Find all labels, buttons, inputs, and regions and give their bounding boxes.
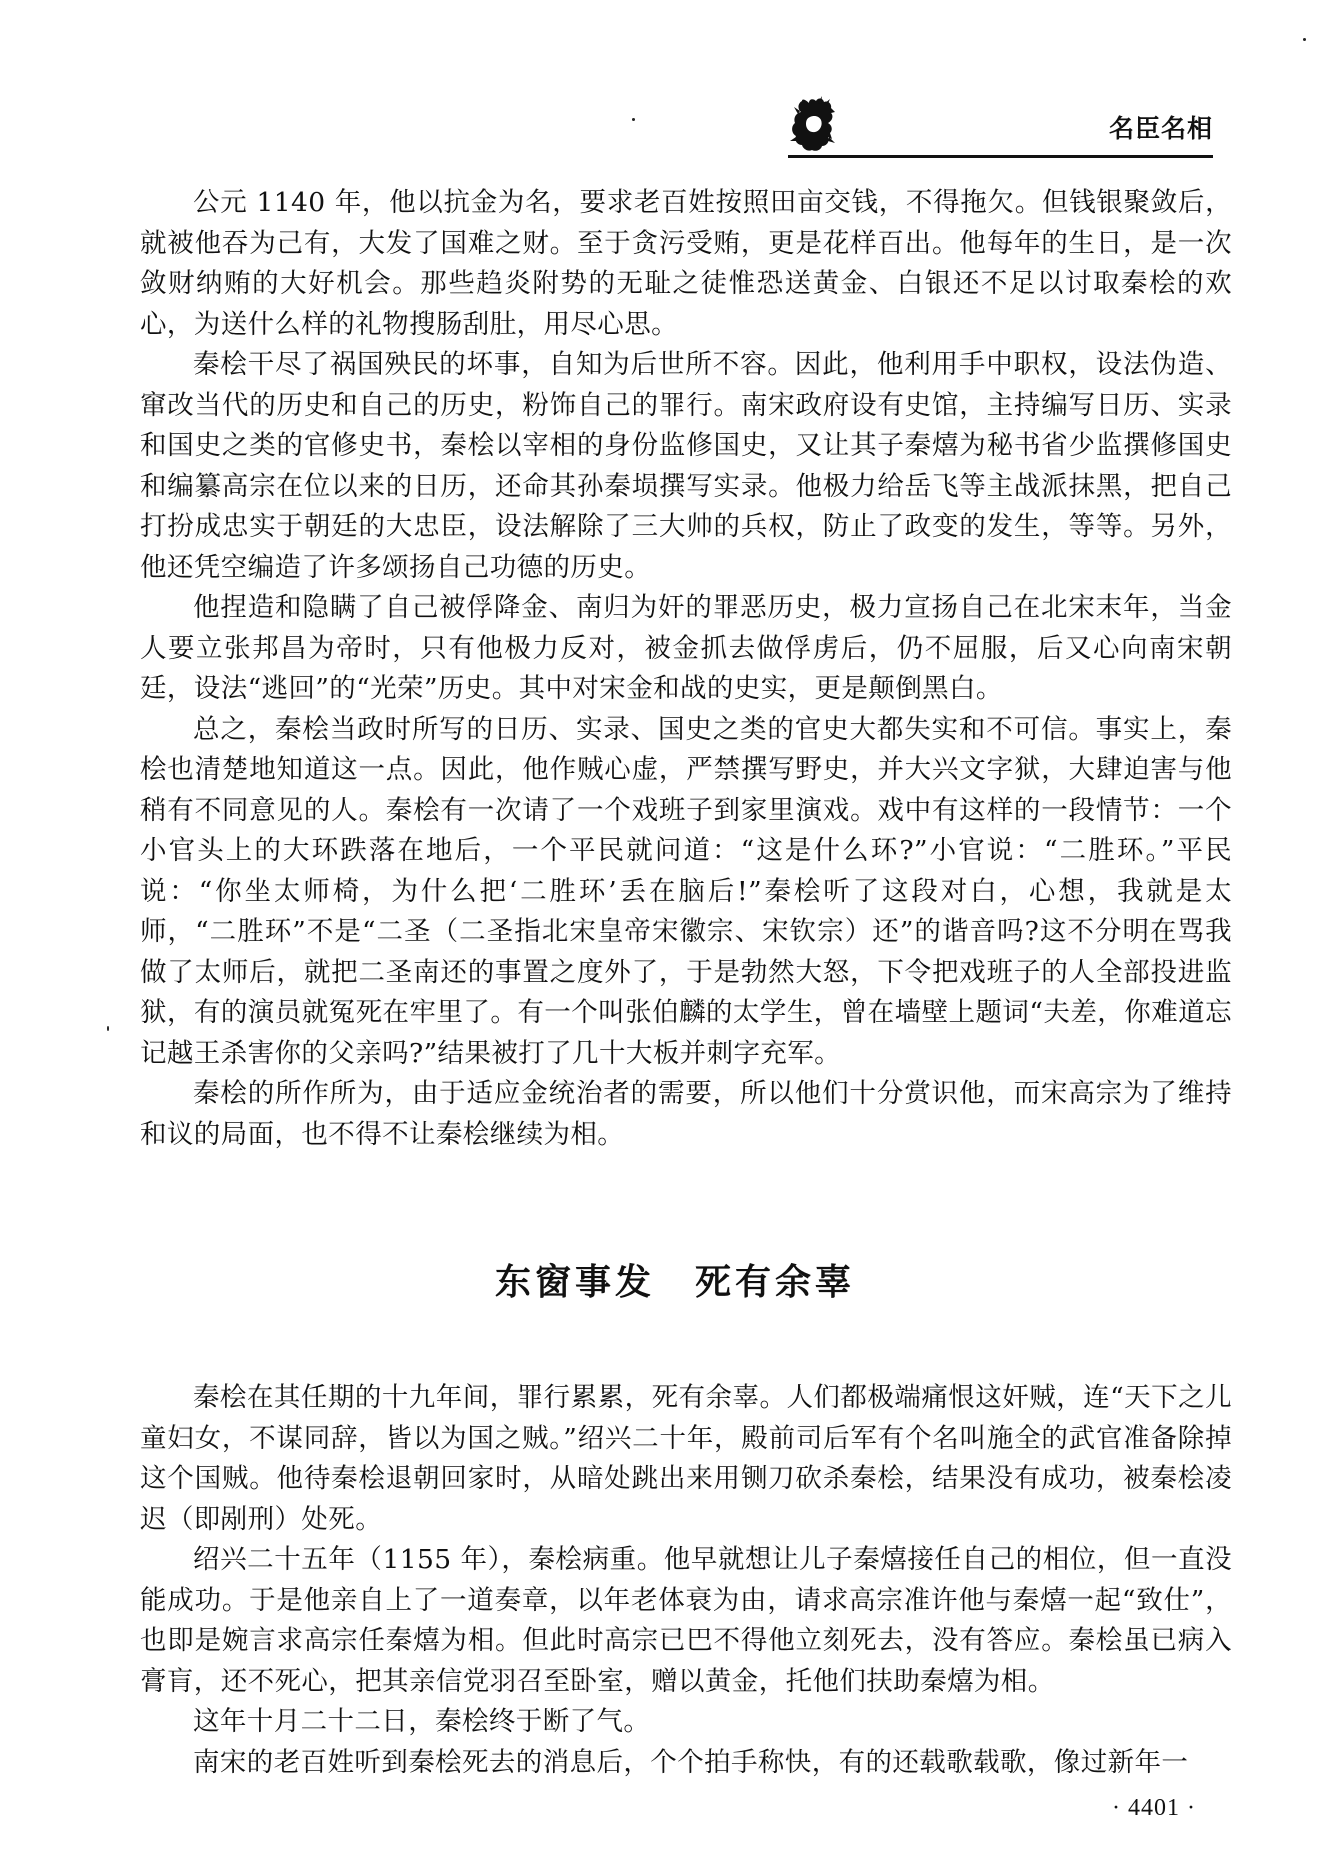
scan-speck [1303, 38, 1306, 41]
scan-speck [107, 1026, 109, 1031]
section-heading: 东窗事发 死有余辜 [494, 1262, 855, 1303]
paragraph: 公元 1140 年，他以抗金为名，要求老百姓按照田亩交钱，不得拖欠。但钱银聚敛后，就被他吞为己有，大发了国难之财。至于贪污受贿，更是花样百出。他每年的生日，是一次敛财纳贿的大好机会。那些趋炎附势的无耻之徒惟恐送黄金、白银还不足以讨取秦桧的欢心，为送什么样的礼物搜肠刮肚，用尽心思。 [140, 187, 1232, 340]
scan-speck [632, 118, 635, 121]
paragraph: 他捏造和隐瞒了自己被俘降金、南归为奸的罪恶历史，极力宣扬自己在北宋末年，当金人要立张邦昌为帝时，只有他极力反对，被金抓去做俘虏后，仍不屈服，后又心向南宋朝廷，设法“逃回”的“光荣”历史。其中对宋金和战的史实，更是颠倒黑白。 [140, 592, 1232, 704]
section-1-body [140, 183, 1232, 1155]
page-header [758, 95, 1213, 157]
running-title: 名臣名相 [1108, 114, 1213, 143]
paragraph: 秦桧干尽了祸国殃民的坏事，自知为后世所不容。因此，他利用手中职权，设法伪造、窜改当代的历史和自己的历史，粉饰自己的罪行。南宋政府设有史馆，主持编写日历、实录和国史之类的官修史书，秦桧以宰相的身份监修国史，又让其子秦熺为秘书省少监撰修国史和编纂高宗在位以来的日历，还命其孙秦埙撰写实录。他极力给岳飞等主战派抹黑，把自己打扮成忠实于朝廷的大忠臣，设法解除了三大帅的兵权，防止了政变的发生，等等。另外，他还凭空编造了许多颂扬自己功德的历史。 [140, 349, 1232, 583]
paragraph: 南宋的老百姓听到秦桧死去的消息后，个个拍手称快，有的还载歌载歌，像过新年一 [193, 1746, 1189, 1778]
paragraph: 绍兴二十五年（1155 年），秦桧病重。他早就想让儿子秦熺接任自己的相位，但一直没能成功。于是他亲自上了一道奏章，以年老体衰为由，请求高宗准许他与秦熺一起“致仕”，也即是婉言求高宗任秦熺为相。但此时高宗已巴不得他立刻死去，没有答应。秦桧虽已病入膏肓，还不死心，把其亲信党羽召至卧室，赠以黄金，托他们扶助秦熺为相。 [140, 1544, 1232, 1697]
section-2-body [140, 1378, 1232, 1783]
paragraph: 秦桧的所作所为，由于适应金统治者的需要，所以他们十分赏识他，而宋高宗为了维持和议的局面，也不得不让秦桧继续为相。 [140, 1078, 1232, 1150]
dragon-emblem-icon [788, 95, 838, 153]
paragraph: 秦桧在其任期的十九年间，罪行累累，死有余辜。人们都极端痛恨这奸贼，连“天下之儿童妇女，不谋同辞，皆以为国之贼。”绍兴二十年，殿前司后军有个名叫施全的武官准备除掉这个国贼。他待秦桧退朝回家时，从暗处跳出来用铡刀砍杀秦桧，结果没有成功，被秦桧凌迟（即剐刑）处死。 [140, 1382, 1232, 1535]
paragraph: 总之，秦桧当政时所写的日历、实录、国史之类的官史大都失实和不可信。事实上，秦桧也清楚地知道这一点。因此，他作贼心虚，严禁撰写野史，并大兴文字狱，大肆迫害与他稍有不同意见的人。秦桧有一次请了一个戏班子到家里演戏。戏中有这样的一段情节：一个小官头上的大环跌落在地后，一个平民就问道：“这是什么环?”小官说：“二胜环。”平民说：“你坐太师椅，为什么把‘二胜环’丢在脑后!”秦桧听了这段对白，心想，我就是太师，“二胜环”不是“二圣（二圣指北宋皇帝宋徽宗、宋钦宗）还”的谐音吗?这不分明在骂我做了太师后，就把二圣南还的事置之度外了，于是勃然大怒，下令把戏班子的人全部投进监狱，有的演员就冤死在牢里了。有一个叫张伯麟的太学生，曾在墙壁上题词“夫差，你难道忘记越王杀害你的父亲吗?”结果被打了几十大板并刺字充军。 [140, 713, 1232, 1069]
page-number: · 4401 · [1112, 1795, 1196, 1821]
header-rule [788, 155, 1213, 158]
paragraph: 这年十月二十二日，秦桧终于断了气。 [193, 1706, 651, 1737]
